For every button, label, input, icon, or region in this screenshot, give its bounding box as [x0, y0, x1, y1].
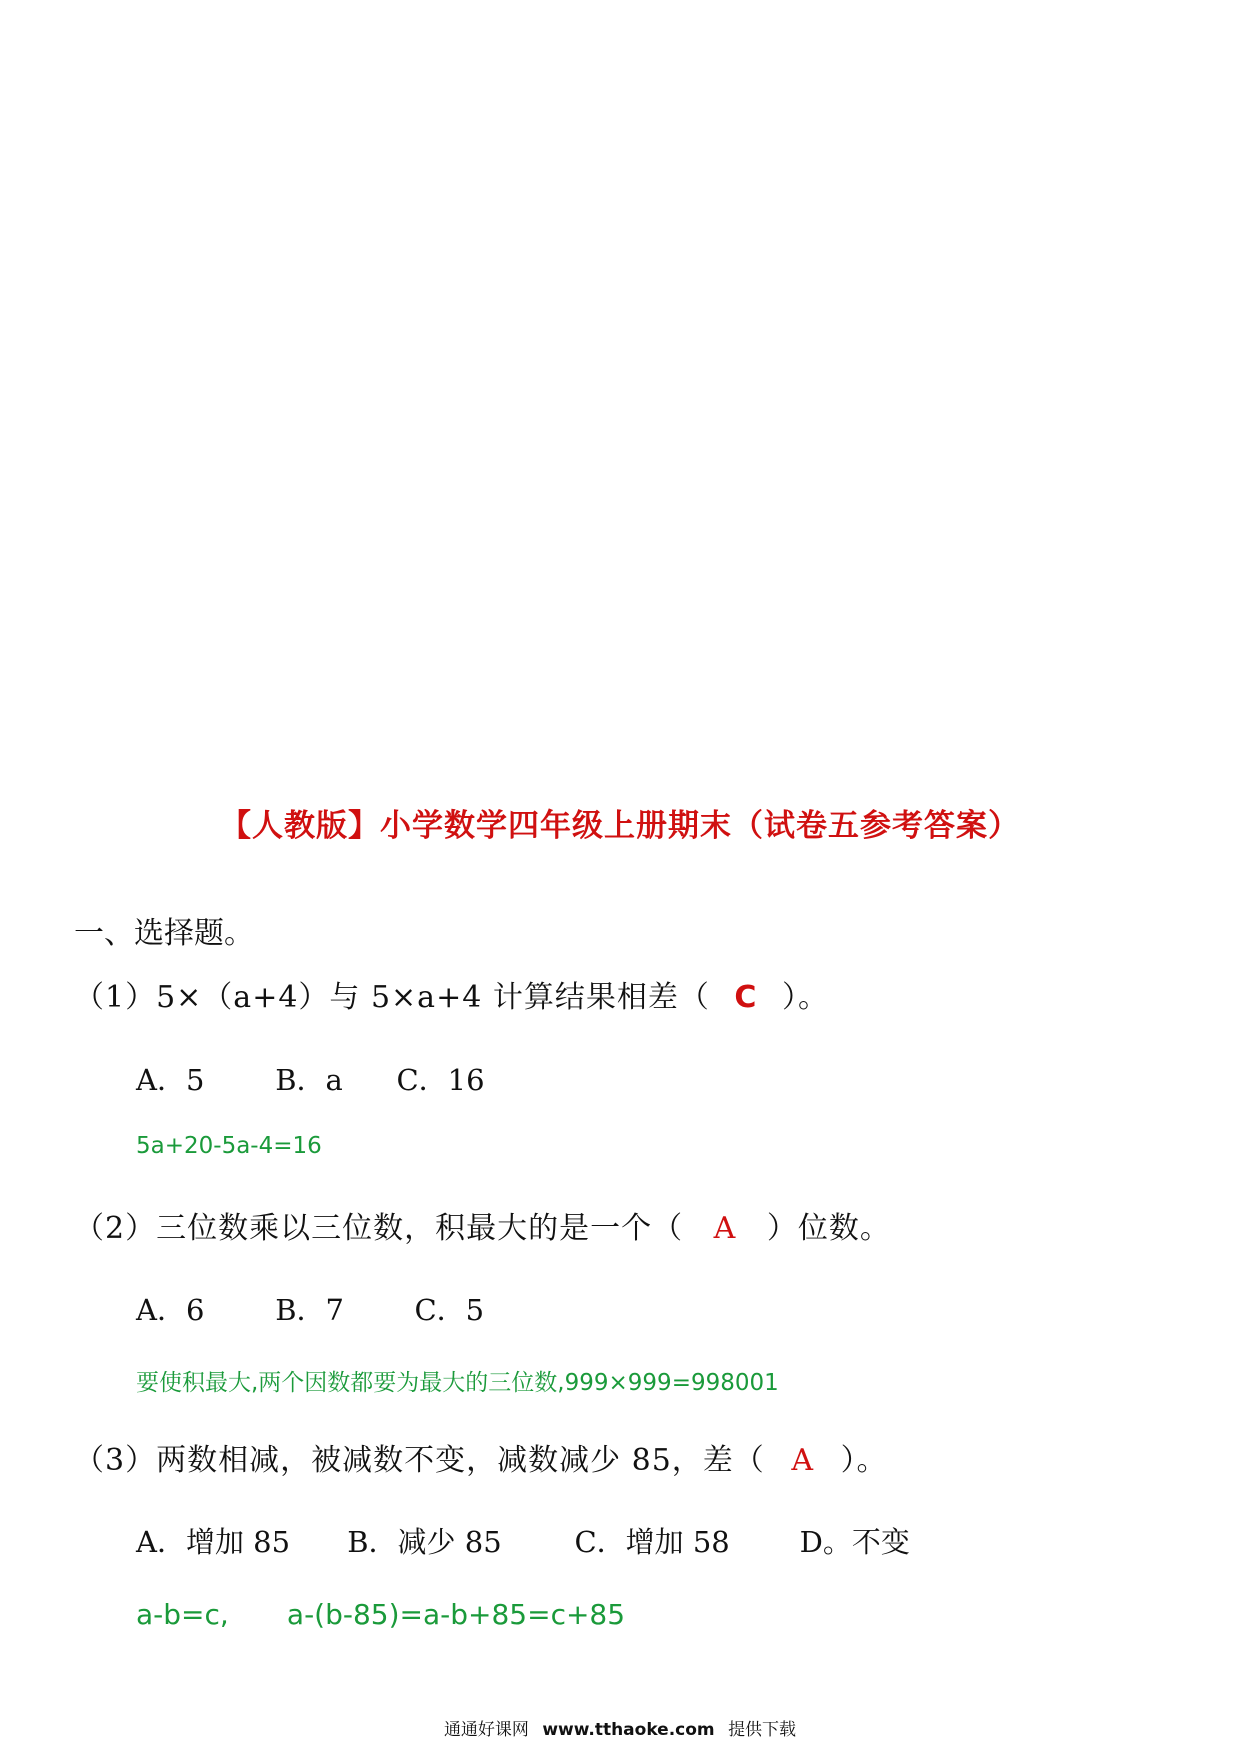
option-a: A．增加 85: [136, 1525, 291, 1559]
explanation-part-1: a-b=c,: [136, 1598, 229, 1631]
question-1-explanation: 5a+20-5a-4=16: [136, 1133, 322, 1159]
page-title: 【人教版】小学数学四年级上册期末（试卷五参考答案）: [220, 808, 1020, 844]
explanation-part-2: a-(b-85)=a-b+85=c+85: [286, 1598, 626, 1631]
option-b: B．a: [275, 1063, 343, 1097]
question-2-answer: A: [713, 1211, 737, 1246]
question-3-options: [136, 1520, 910, 1561]
question-1-suffix: ）。: [781, 980, 829, 1015]
question-3-suffix: ）。: [840, 1443, 888, 1478]
option-c: C．16: [396, 1063, 485, 1097]
question-1-options: [136, 1058, 485, 1099]
option-d: D。不变: [799, 1525, 910, 1559]
footer-site-name: 通通好课网: [443, 1720, 529, 1740]
question-1-text: （1）5×（a+4）与 5×a+4 计算结果相差（: [74, 980, 710, 1015]
option-b: B．7: [275, 1293, 344, 1327]
option-c: C．增加 58: [574, 1525, 730, 1559]
footer-url[interactable]: www.tthaoke.com: [542, 1720, 715, 1740]
question-1: [74, 972, 829, 1016]
question-3-explanation: [136, 1598, 625, 1631]
option-a: A．5: [136, 1063, 205, 1097]
section-heading: 一、选择题。: [74, 916, 254, 951]
question-2-text: （2）三位数乘以三位数，积最大的是一个（: [74, 1211, 684, 1246]
question-3: [74, 1435, 888, 1479]
page-footer: [0, 1715, 1240, 1740]
question-1-answer: C: [734, 980, 758, 1015]
question-2-explanation: 要使积最大,两个因数都要为最大的三位数,999×999=998001: [136, 1370, 779, 1396]
question-2: [74, 1203, 891, 1247]
footer-suffix: 提供下载: [728, 1720, 797, 1740]
option-a: A．6: [136, 1293, 205, 1327]
question-3-text: （3）两数相减，被减数不变，减数减少 85，差（: [74, 1443, 765, 1478]
question-3-answer: A: [791, 1443, 815, 1478]
option-b: B．减少 85: [347, 1525, 502, 1559]
question-2-options: [136, 1288, 484, 1329]
option-c: C．5: [414, 1293, 485, 1327]
question-2-suffix: ）位数。: [766, 1211, 891, 1246]
